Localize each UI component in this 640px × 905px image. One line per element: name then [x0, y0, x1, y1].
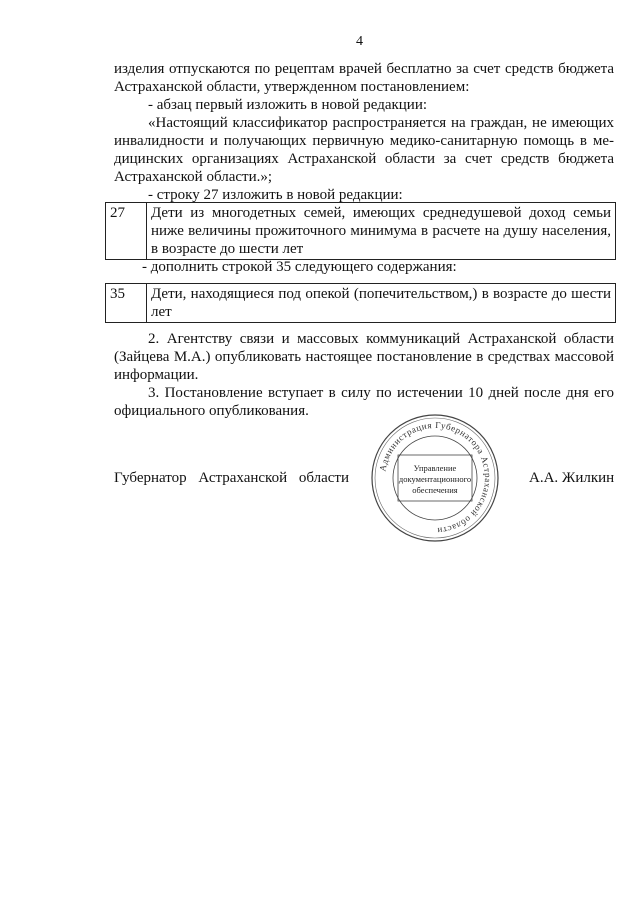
paragraph-2: [114, 330, 614, 384]
text-line: официального опубликования.: [114, 403, 309, 419]
quote-block: [114, 114, 614, 186]
table-row-27: [105, 202, 616, 260]
paragraph-continuation: [114, 60, 614, 96]
seal-center-line: обеспечения: [412, 485, 458, 495]
signature-position: Губернатор Астраханской области: [114, 470, 350, 486]
seal-ring-text: Администрация Губернатора Астраханской области: [377, 419, 494, 537]
row-number: 35: [106, 284, 147, 323]
official-seal: [370, 413, 500, 543]
list-item-row27: - строку 27 изложить в новой редакции:: [148, 187, 403, 203]
text-line: 2. Агентству связи и массовых коммуникаций Астраханской области: [148, 331, 614, 347]
list-item-abzac: - абзац первый изложить в новой редакции:: [148, 97, 428, 113]
seal-center-line: Управление: [413, 463, 457, 473]
text-line: дицинских организациях Астраханской области за счет средств бюджета: [114, 151, 614, 167]
text-line: изделия отпускаются по рецептам врачей бесплатно за счет средств бюджета: [114, 61, 614, 77]
text-line: лет: [151, 304, 172, 320]
text-line: ниже величины прожиточного минимума в расчете на душу населения,: [151, 223, 611, 239]
paragraph-3: [114, 384, 614, 420]
row-text: [147, 203, 616, 260]
page-number: 4: [356, 34, 363, 49]
signature-name: А.А. Жилкин: [529, 470, 615, 486]
text-line: «Настоящий классификатор распространяется на граждан, не имеющих: [148, 115, 614, 131]
table-row-35: [105, 283, 616, 323]
text-line: инвалидности и получающих первичную медико-санитарную помощь в ме-: [114, 133, 614, 149]
seal-center-line: документационного: [398, 474, 472, 484]
table-row: [106, 284, 616, 323]
text-line: информации.: [114, 367, 199, 383]
row-text: [147, 284, 616, 323]
text-line: в возрасте до шести лет: [151, 241, 304, 257]
text-line: (Зайцева М.А.) опубликовать настоящее постановление в средствах массовой: [114, 349, 614, 365]
text-line: Дети из многодетных семей, имеющих среднедушевой доход семьи: [151, 205, 611, 221]
text-line: Дети, находящиеся под опекой (попечительством,) в возрасте до шести: [151, 286, 611, 302]
row-number: 27: [106, 203, 147, 260]
text-line: Астраханской области, утвержденном постановлением:: [114, 79, 470, 95]
table-row: [106, 203, 616, 260]
list-item-row35: - дополнить строкой 35 следующего содержания:: [142, 259, 457, 275]
text-line: Астраханской области.»;: [114, 169, 273, 185]
text-line: 3. Постановление вступает в силу по истечении 10 дней после дня его: [148, 385, 614, 401]
